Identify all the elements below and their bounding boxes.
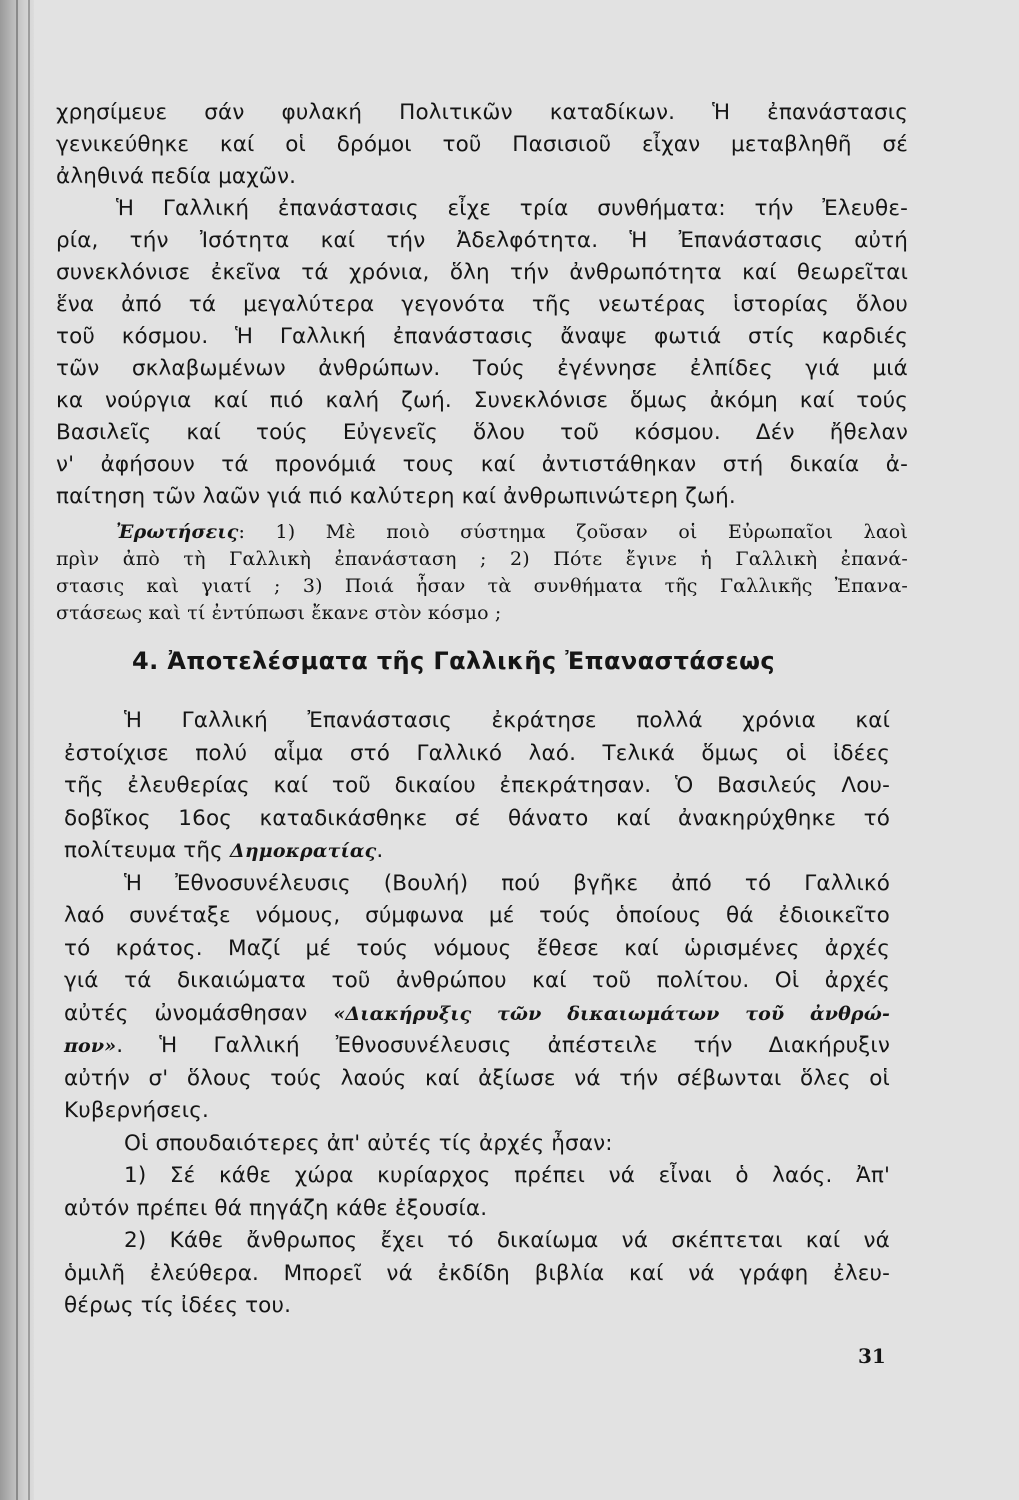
emphasis-democracy: Δημοκρατίας (229, 840, 377, 862)
text-line: Κυβερνήσεις. (64, 1098, 209, 1123)
section-heading: 4. Ἀποτελέσματα τῆς Γαλλικῆς Ἐπαναστάσεως (132, 647, 775, 675)
text-line: ρία, τήν Ἰσότητα καί τήν Ἀδελφότητα. Ἡ Ἐπανάστασις αὐτή (56, 228, 908, 253)
text-line: τῆς ἐλευθερίας καί τοῦ δικαίου ἐπεκράτησαν. Ὁ Βασιλεύς Λου- (64, 773, 890, 798)
text-line: 2) Κάθε ἄνθρωπος ἔχει τό δικαίωμα νά σκέπτεται καί νά (124, 1228, 890, 1253)
emphasis-declaration: «Διακήρυξις τῶν δικαιωμάτων τοῦ ἀνθρώ- (333, 1002, 890, 1025)
questions-text: : 1) Μὲ ποιὸ σύστημα ζοῦσαν οἱ Εὐρωπαῖοι λαοὶ (238, 521, 908, 543)
text-line: παίτηση τῶν λαῶν γιά πιό καλύτερη καί ἀνθρωπινώτερη ζωή. (56, 484, 736, 509)
text-line: ὁμιλῆ ἐλεύθερα. Μπορεῖ νά ἐκδίδη βιβλία καί νά γράφη ἐλευ- (64, 1260, 890, 1286)
questions-line (56, 519, 908, 546)
text-line: ἐστοίχισε πολύ αἷμα στό Γαλλικό λαό. Τελικά ὅμως οἱ ἰδέες (64, 740, 890, 766)
text-line: αὐτήν σ' ὅλους τούς λαούς καί ἀξίωσε νά τήν σέβωνται ὅλες οἱ (64, 1065, 890, 1091)
text-line: δοβῖκος 16ος καταδικάσθηκε σέ θάνατο καί ἀνακηρύχθηκε τό (64, 805, 890, 831)
text-line (64, 835, 890, 868)
text-line: ν' ἀφήσουν τά προνόμιά τους καί ἀντιστάθηκαν στή δικαία ἀ- (56, 452, 908, 477)
text-line: τοῦ κόσμου. Ἡ Γαλλική ἐπανάστασις ἄναψε φωτιά στίς καρδιές (56, 324, 908, 349)
emphasis-declaration-end: πον» (64, 1035, 117, 1057)
binding-line (28, 0, 30, 1500)
page-number: 31 (858, 1344, 886, 1368)
text-line: θέρως τίς ἰδέες του. (64, 1293, 292, 1318)
text-line: κα νούργια καί πιό καλή ζωή. Συνεκλόνισε ὅμως ἀκόμη καί τούς (56, 388, 908, 413)
text-line: Ἡ Γαλλική Ἐπανάστασις ἐκράτησε πολλά χρόνια καί (124, 708, 890, 733)
upper-text-block (56, 97, 908, 627)
text-line: γενικεύθηκε καί οἱ δρόμοι τοῦ Πασισιοῦ εἶχαν μεταβληθῆ σέ (56, 132, 908, 157)
text-line: χρησίμευε σάν φυλακή Πολιτικῶν καταδίκων. Ἡ ἐπανάστασις (56, 100, 908, 125)
questions-label: Ἐρωτήσεις (116, 521, 239, 543)
text-line: 1) Σέ κάθε χώρα κυρίαρχος πρέπει νά εἶναι ὁ λαός. Ἀπ' (124, 1163, 890, 1188)
lower-text-block (64, 705, 890, 1323)
text-line: Βασιλεῖς καί τούς Εὐγενεῖς ὅλου τοῦ κόσμου. Δέν ἤθελαν (56, 420, 908, 445)
binding-line (16, 0, 18, 1500)
text-line (64, 1030, 890, 1063)
text-line (64, 998, 890, 1031)
text-run: . Ἡ Γαλλική Ἐθνοσυνέλευσις ἀπέστειλε τήν Διακήρυξιν (116, 1033, 890, 1058)
text-line: Ἡ Ἐθνοσυνέλευσις (Βουλή) πού βγῆκε ἀπό τό Γαλλικό (124, 870, 890, 896)
text-line: Οἱ σπουδαιότερες ἀπ' αὐτές τίς ἀρχές ἦσαν: (124, 1130, 613, 1156)
text-run: . (376, 838, 384, 863)
questions-line: στασις καὶ γιατί ; 3) Ποιά ἦσαν τὰ συνθήματα τῆς Γαλλικῆς Ἐπανα- (56, 575, 908, 597)
questions-line: πρὶν ἀπὸ τὴ Γαλλικὴ ἐπανάσταση ; 2) Πότε ἔγινε ἡ Γαλλικὴ ἐπανά- (56, 548, 908, 570)
text-line: ἀληθινά πεδία μαχῶν. (56, 164, 297, 189)
questions-line: στάσεως καὶ τί ἐντύπωσι ἔκανε στὸν κόσμο ; (56, 602, 502, 624)
text-line: γιά τά δικαιώματα τοῦ ἀνθρώπου καί τοῦ πολίτου. Οἱ ἀρχές (64, 968, 890, 993)
text-line: συνεκλόνισε ἐκεῖνα τά χρόνια, ὅλη τήν ἀνθρωπότητα καί θεωρεῖται (56, 260, 908, 285)
text-line: λαό συνέταξε νόμους, σύμφωνα μέ τούς ὁποίους θά ἐδιοικεῖτο (64, 903, 890, 928)
text-line: τό κράτος. Μαζί μέ τούς νόμους ἔθεσε καί ὡρισμένες ἀρχές (64, 935, 890, 961)
text-run: αὐτές ὠνομάσθησαν (64, 1000, 334, 1026)
text-line: Ἡ Γαλλική ἐπανάστασις εἶχε τρία συνθήματα: τήν Ἐλευθε- (116, 196, 908, 221)
text-line: τῶν σκλαβωμένων ἀνθρώπων. Τούς ἐγέννησε ἐλπίδες γιά μιά (56, 356, 908, 381)
text-line: ἕνα ἀπό τά μεγαλύτερα γεγονότα τῆς νεωτέρας ἱστορίας ὅλου (56, 292, 908, 317)
text-line: αὐτόν πρέπει θά πηγάζη κάθε ἐξουσία. (64, 1195, 488, 1221)
text-run: πολίτευμα τῆς (64, 838, 230, 863)
